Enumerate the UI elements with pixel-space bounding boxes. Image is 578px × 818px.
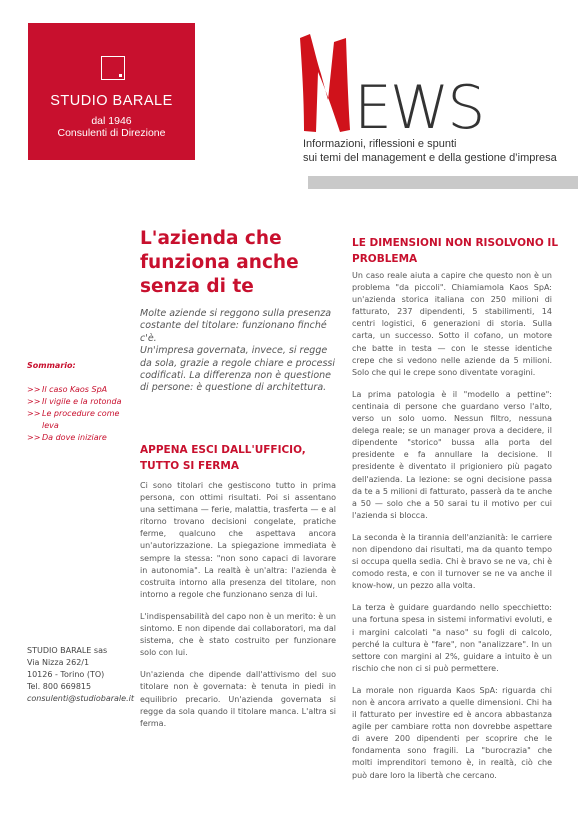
- body-paragraph: La seconda è la tirannia dell'anzianità: le carriere non dipendono dai risultati, ma da quanto tempo si occupa quella sedia. Chi è bravo se ne va, chi è comodo resta, e con il turnover se ne va anche il know-how, un pezzo alla volta.: [352, 532, 552, 591]
- sommario-list: [27, 384, 127, 444]
- sommario: [27, 360, 127, 444]
- sommario-item[interactable]: [27, 408, 127, 432]
- lead-paragraph: Un'impresa governata, invece, si regge da sola, grazie a regole chiare e processi codificati. La differenza non è questione di persone: è questione di architettura.: [140, 345, 336, 394]
- address-name: STUDIO BARALE sas: [27, 646, 108, 655]
- lead-paragraph: Molte aziende si reggono sulla presenza costante del titolare: funzionano finché c'è.: [140, 308, 332, 344]
- body-paragraph: Un'azienda che dipende dall'attivismo del suo titolare non è governata: è tenuta in piedi in equilibrio precario. Un'azienda governata si regge da sola quando il titolare manca. L'altra si ferma.: [140, 670, 336, 728]
- news-n-brush-letter: [300, 34, 350, 132]
- logo-brand: STUDIO BARALE: [50, 93, 173, 109]
- section-body: [140, 480, 336, 740]
- arrow-icon: >>: [27, 409, 41, 418]
- masthead-tagline-line1: Informazioni, riflessioni e spunti: [303, 138, 457, 150]
- masthead-tagline-line2: sui temi del management e della gestione d’impresa: [303, 152, 557, 164]
- sommario-item-label: Le procedure come leva: [42, 409, 120, 430]
- studio-barale-logo: [28, 23, 195, 160]
- body-paragraph: La morale non riguarda Kaos SpA: riguarda chi non è ancora arrivato a quelle dimensioni. Chi ha il fatturato per investire ed è ancora abbastanza agile per cambiare rotta non dovrebbe aspettare di avere 200 dipendenti per scoprire che le fondamenta sono fragili. La "burocrazia" che molti imprenditori temono è, in realtà, ciò che può dare loro la libertà che cercano.: [352, 685, 552, 780]
- arrow-icon: >>: [27, 397, 41, 406]
- sommario-item[interactable]: [27, 432, 127, 444]
- address-phone: Tel. 800 669815: [27, 682, 92, 691]
- address-email[interactable]: consulenti@studiobarale.it: [27, 694, 134, 703]
- address-street: Via Nizza 262/1: [27, 658, 90, 667]
- masthead-tagline: [303, 137, 573, 165]
- logo-tagline: Consulenti di Direzione: [57, 127, 166, 139]
- news-masthead: [290, 28, 530, 136]
- body-paragraph: Un caso reale aiuta a capire che questo non è un problema "da piccoli". Chiamiamola Kaos SpA: un'azienda storica italiana con 250 milioni di fatturato, 237 dipendenti, 5 stabilimenti, 14 centri logistici, 6 generazioni di storia. Sulla carta, un successo. Sotto il cofano, un motore che batte in testa — con le stesse identiche crepe che si vedono nelle aziende da 5 milioni. Solo che qui le crepe sono diventate voragini.: [352, 271, 552, 377]
- body-paragraph: La terza è guidare guardando nello specchietto: una fortuna spesa in sistemi informativi evoluti, e i margini calcolati "a naso" su fogli di calcolo, perché la cultura è "fare", non "analizzare". In un settore con margini al 2%, guidare a intuito è un rischio che non ci si può permettere.: [352, 603, 552, 673]
- sommario-item-label: Da dove iniziare: [42, 433, 107, 442]
- body-paragraph: Ci sono titolari che gestiscono tutto in prima persona, con ottimi risultati. Poi si assentano una settimana — ferie, malattia, trasferta — e al ritorno trovano decisioni congelate, pratiche ferme, qualcuno che aspettava ancora un'autorizzazione. La spiegazione immediata è sempre la stessa: "non sono capaci di lavorare in autonomia". La realtà è un'altra: l'azienda è costruita intorno alla presenza del titolare, non intorno a regole che funzionano senza di lui.: [140, 481, 336, 599]
- sommario-item[interactable]: [27, 384, 127, 396]
- arrow-icon: >>: [27, 385, 41, 394]
- body-paragraph: L'indispensabilità del capo non è un merito: è un sintomo. E non dipende dai collaboratori, ma dal sistema, che è stato costruito per funzionare solo con lui.: [140, 611, 336, 658]
- address-city: 10126 - Torino (TO): [27, 670, 105, 679]
- sommario-item-label: Il caso Kaos SpA: [42, 385, 108, 394]
- header-divider-bar: [308, 176, 578, 189]
- article-headline: L'azienda che funziona anche senza di te: [140, 228, 299, 297]
- contact-address: [27, 645, 132, 705]
- arrow-icon: >>: [27, 433, 41, 442]
- section-title: LE DIMENSIONI NON RISOLVONO IL PROBLEMA: [352, 237, 559, 265]
- logo-since: dal 1946: [91, 115, 132, 127]
- article-lead: [140, 308, 340, 395]
- square-corner-icon: [101, 56, 125, 80]
- section-title: APPENA ESCI DALL'UFFICIO, TUTTO SI FERMA: [140, 444, 306, 472]
- news-title-rest: EWS: [354, 73, 484, 136]
- sommario-item[interactable]: [27, 396, 127, 408]
- sommario-item-label: Il vigile e la rotonda: [42, 397, 122, 406]
- section-body: [352, 270, 552, 792]
- body-paragraph: La prima patologia è il "modello a pettine": centinaia di persone che guardano verso l'alto, verso un solo uomo. Nessun filtro, nessuna delega reale; se un manager prova a decidere, il dipendente "storico" bussa alla porta del presidente e fa annullare la decisione. Il presidente è diventato il prigioniero più pagato dell'azienda. La lezione: se ogni decisione passa da te a 5 milioni di fatturato, passerà da te anche a 50 — solo che a 50 sarai tu il motivo per cui l'azienda si blocca.: [352, 389, 552, 520]
- sommario-title: Sommario:: [27, 361, 76, 370]
